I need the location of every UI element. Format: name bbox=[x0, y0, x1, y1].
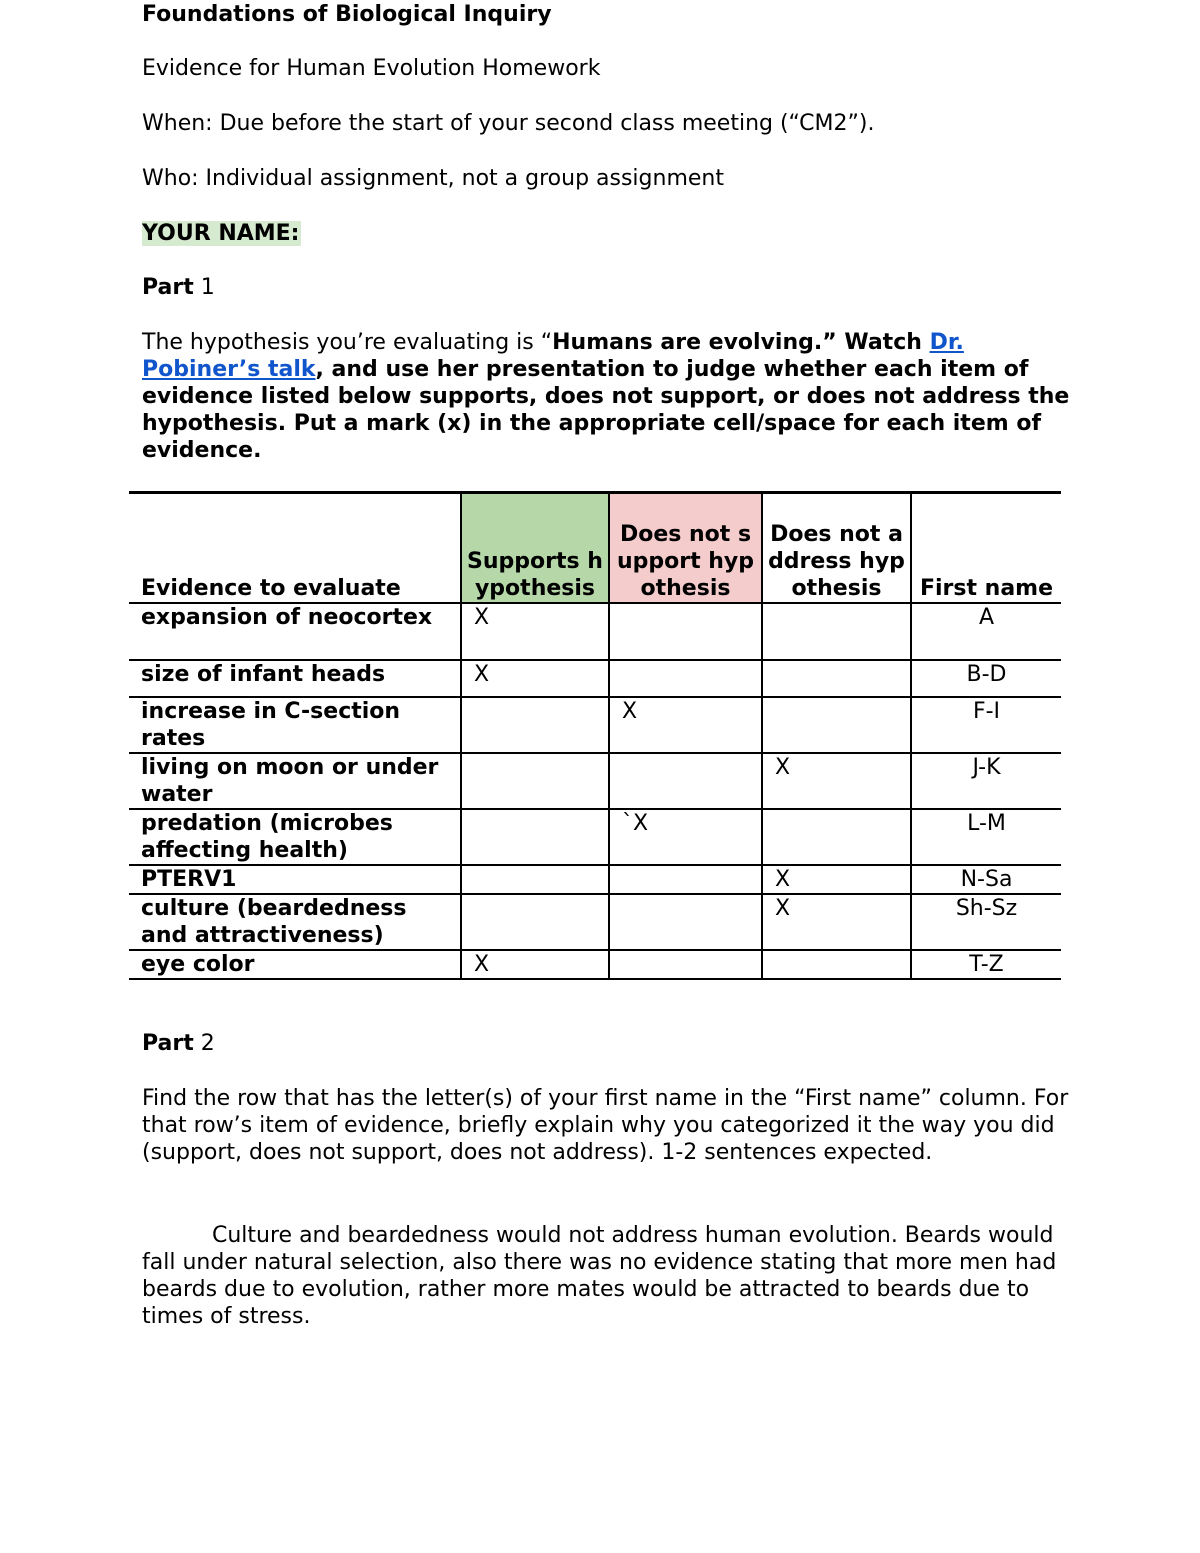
intro-plain: The hypothesis you’re evaluating is “ bbox=[142, 330, 553, 355]
your-name-label: YOUR NAME: bbox=[142, 221, 300, 246]
evidence-cell: PTERV1 bbox=[129, 865, 461, 894]
not-support-cell[interactable] bbox=[609, 894, 762, 950]
part2-number: 2 bbox=[193, 1031, 215, 1056]
supports-cell[interactable] bbox=[461, 809, 609, 865]
header-does-not-address: Does not address hypothesis bbox=[762, 493, 911, 603]
part2-answer[interactable]: Culture and beardedness would not address human evolution. Beards would fall under natural selection, also there was no evidence stating that more men had beards due to evolution, rather more mates would be attracted to beards due to times of stress. bbox=[142, 1223, 1057, 1329]
first-name-cell: J-K bbox=[911, 753, 1061, 809]
first-name-cell: B-D bbox=[911, 660, 1061, 697]
evidence-cell: living on moon or under water bbox=[129, 753, 461, 809]
part1-label: Part bbox=[142, 275, 194, 300]
supports-cell[interactable] bbox=[461, 753, 609, 809]
not-support-cell[interactable] bbox=[609, 603, 762, 660]
header-supports: Supports hypothesis bbox=[461, 493, 609, 603]
intro-bold-hypothesis: Humans are evolving.” Watch bbox=[552, 330, 930, 355]
not-support-cell[interactable]: X bbox=[609, 697, 762, 753]
due-date-line: When: Due before the start of your second class meeting (“CM2”). bbox=[142, 111, 875, 136]
first-name-cell: N-Sa bbox=[911, 865, 1061, 894]
evidence-table bbox=[129, 491, 1061, 980]
part1-number: 1 bbox=[193, 275, 215, 300]
not-support-cell[interactable]: `X bbox=[609, 809, 762, 865]
evidence-cell: predation (microbes affecting health) bbox=[129, 809, 461, 865]
supports-cell[interactable] bbox=[461, 697, 609, 753]
not-support-cell[interactable] bbox=[609, 753, 762, 809]
assignment-title: Evidence for Human Evolution Homework bbox=[142, 56, 601, 81]
not-support-cell[interactable] bbox=[609, 950, 762, 979]
not-address-cell[interactable]: X bbox=[762, 865, 911, 894]
header-does-not-support: Does not support hypothesis bbox=[609, 493, 762, 603]
not-address-cell[interactable] bbox=[762, 950, 911, 979]
header-evidence: Evidence to evaluate bbox=[129, 493, 461, 603]
part2-label: Part bbox=[142, 1031, 194, 1056]
dr-pobiner-talk-link[interactable]: Dr. Pobiner’s talk bbox=[142, 330, 964, 382]
table-row bbox=[129, 660, 1061, 697]
evidence-cell: increase in C-section rates bbox=[129, 697, 461, 753]
first-name-cell: A bbox=[911, 603, 1061, 660]
table-row bbox=[129, 950, 1061, 979]
evidence-cell: expansion of neocortex bbox=[129, 603, 461, 660]
your-name-field[interactable] bbox=[142, 220, 301, 247]
table-row bbox=[129, 809, 1061, 865]
not-address-cell[interactable] bbox=[762, 697, 911, 753]
supports-cell[interactable]: X bbox=[461, 950, 609, 979]
part1-instructions bbox=[142, 329, 1082, 464]
table-row bbox=[129, 697, 1061, 753]
table-row bbox=[129, 894, 1061, 950]
first-name-cell: Sh-Sz bbox=[911, 894, 1061, 950]
not-address-cell[interactable] bbox=[762, 809, 911, 865]
not-support-cell[interactable] bbox=[609, 660, 762, 697]
evidence-cell: culture (beardedness and attractiveness) bbox=[129, 894, 461, 950]
not-address-cell[interactable] bbox=[762, 603, 911, 660]
table-row bbox=[129, 753, 1061, 809]
not-support-cell[interactable] bbox=[609, 865, 762, 894]
part1-heading bbox=[142, 274, 215, 301]
first-name-cell: T-Z bbox=[911, 950, 1061, 979]
supports-cell[interactable] bbox=[461, 865, 609, 894]
part2-heading bbox=[142, 1030, 215, 1057]
supports-cell[interactable]: X bbox=[461, 603, 609, 660]
not-address-cell[interactable] bbox=[762, 660, 911, 697]
supports-cell[interactable] bbox=[461, 894, 609, 950]
evidence-cell: eye color bbox=[129, 950, 461, 979]
intro-bold-instructions: , and use her presentation to judge whether each item of evidence listed below supports, does not support, or does not address the hypothesis. Put a mark (x) in the appropriate cell/space for each item of evidence. bbox=[142, 357, 1070, 463]
supports-cell[interactable]: X bbox=[461, 660, 609, 697]
not-address-cell[interactable]: X bbox=[762, 894, 911, 950]
not-address-cell[interactable]: X bbox=[762, 753, 911, 809]
table-header-row bbox=[129, 493, 1061, 603]
who-line: Who: Individual assignment, not a group assignment bbox=[142, 166, 724, 191]
part2-instructions: Find the row that has the letter(s) of your first name in the “First name” column. For that row’s item of evidence, briefly explain why you categorized it the way you did (support, does not support, does not address). 1-2 sentences expected. bbox=[142, 1086, 1069, 1165]
first-name-cell: L-M bbox=[911, 809, 1061, 865]
evidence-cell: size of infant heads bbox=[129, 660, 461, 697]
table-row bbox=[129, 603, 1061, 660]
first-name-cell: F-I bbox=[911, 697, 1061, 753]
table-row bbox=[129, 865, 1061, 894]
header-first-name: First name bbox=[911, 493, 1061, 603]
course-title: Foundations of Biological Inquiry bbox=[142, 2, 552, 27]
